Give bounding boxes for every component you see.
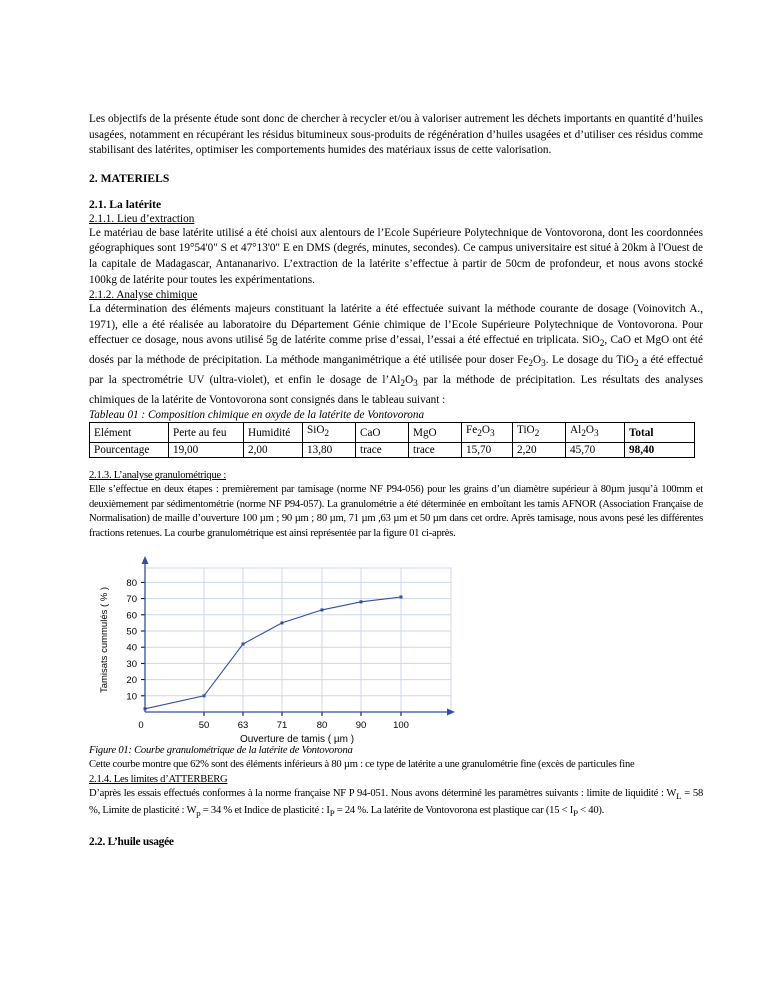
chart-y-tick-label: 50 — [126, 626, 137, 638]
table-cell: 2,00 — [244, 442, 303, 457]
table-cell: Perte au feu — [169, 423, 244, 442]
composition-table — [89, 422, 695, 457]
subsection-2-1-1-text: Le matériau de base latérite utilisé a été choisi aux alentours de l’Ecole Supérieure Polytechnique de Vontovorona, dont les coordonnées géographiques sont 19°54'0" S et 47°13'0" E en DMS (degrés, minutes, secondes). Ce campus universitaire est situé à 20km à l'Ouest de la capitale de Madagascar, Antananarivo. L’extraction de la latérite s’effectue à partir de 50cm de profondeur, et nous avons stocké 100kg de latérite pour toutes les expérimentations. — [89, 226, 703, 286]
chart-y-tick-label: 80 — [126, 577, 137, 589]
subsection-2-1-3-text: Elle s’effectue en deux étapes : premièrement par tamisage (norme NF P94-056) pour les grains d’un diamètre supérieur à 80µm jusqu’à 100mm et deuxièmement par sédimentométrie (norme NF P94-057). La granulométrie a été déterminée en emboîtant les tamis AFNOR (Association Française de Normalisation) de maille d’ouverture 100 µm ; 90 µm ; 80 µm, 71 µm ,63 µm et 50 µm dans cet ordre. Après tamisage, nous avons pesé les différentes fractions retenues. La courbe granulométrique est ainsi représentée par la figure 01 ci-après. — [89, 484, 703, 540]
chart-y-axis-label: Tamisats cummulés ( % ) — [99, 586, 110, 693]
chart-data-point — [360, 600, 363, 603]
table-row — [90, 442, 695, 457]
chart-x-tick-label: 50 — [198, 719, 210, 731]
intro-paragraph: Les objectifs de la présente étude sont donc de chercher à recycler et/ou à valoriser autrement les déchets importants en quantité d’huiles usagées, notamment en récupérant les résidus bitumineux sous-produits de régénération d’huiles usagées et d’utiliser ces résidus comme stabilisant des latérites, optimiser les comportements humides des matériaux issus de cette valorisation. — [89, 113, 703, 157]
chart-x-tick-label: 63 — [237, 719, 249, 731]
chart-x-tick-label: 80 — [316, 719, 328, 731]
subsection-2-1-4-heading: 2.1.4. Les limites d’ATTERBERG — [89, 773, 228, 785]
chart-origin-label: 0 — [138, 719, 144, 731]
section-2-1-heading: 2.1. La latérite — [89, 197, 162, 211]
chart-x-axis-label: Ouverture de tamis ( µm ) — [239, 733, 355, 745]
table-caption: Tableau 01 : Composition chimique en oxyde de la latérite de Vontovorona — [89, 409, 425, 422]
chart-y-tick-label: 30 — [126, 658, 137, 670]
table-cell: SiO$_2$ — [303, 423, 356, 442]
chart-x-tick-label: 100 — [393, 719, 409, 731]
table-cell: 13,80 — [303, 442, 356, 457]
table-cell: trace — [409, 442, 462, 457]
chart-y-axis-arrow — [142, 556, 149, 564]
chart-x-tick-label: 71 — [276, 719, 288, 731]
section-2-2-heading: 2.2. L’huile usagée — [89, 835, 174, 848]
chart-data-point — [242, 642, 245, 645]
chart-y-tick-label: 20 — [126, 674, 137, 686]
chart-data-point — [144, 707, 147, 710]
table-cell: 2,20 — [513, 442, 566, 457]
subsection-2-1-1-heading: 2.1.1. Lieu d’extraction — [89, 212, 195, 225]
table-cell: Elément — [90, 423, 169, 442]
chart-data-point — [321, 608, 324, 611]
table-cell: Total — [625, 423, 695, 442]
table-cell: trace — [356, 442, 409, 457]
chart-plot-area — [145, 568, 451, 712]
section-2-heading: 2. MATERIELS — [89, 171, 170, 185]
table-cell: $Al_2O_3$ — [566, 423, 625, 442]
table-cell: TiO$_2$ — [513, 423, 566, 442]
chart-data-point — [281, 621, 284, 624]
figure-caption: Figure 01: Courbe granulométrique de la latérite de Vontovorona — [89, 744, 353, 756]
table-header-row — [90, 423, 695, 442]
table-cell: Pourcentage — [90, 442, 169, 457]
table-cell: Humidité — [244, 423, 303, 442]
figure-commentary: Cette courbe montre que 62% sont des éléments inférieurs à 80 µm : ce type de latérite a une granulométrie fine (excès de particules fine — [89, 759, 635, 771]
subsection-2-1-4-text: D’après les essais effectués conformes à la norme française NF P 94-051. Nous avons déterminé les paramètres suivants : limite de liquidité : $W_L = 58$ %, Limite de plasticité : $W_p = 34$ % et Indice de plasticité : $I_P = 24$ %. La latérite de Vontovorona est plastique car $(15 < I_P < 40)$. — [89, 788, 703, 819]
chart-data-point — [203, 694, 206, 697]
chart-y-tick-label: 70 — [126, 593, 137, 605]
table-cell: $Fe_2O_3$ — [462, 423, 513, 442]
chart-y-tick-label: 60 — [126, 609, 137, 621]
document-page — [89, 112, 703, 849]
table-cell: 98,40 — [625, 442, 695, 457]
subsection-2-1-2-heading: 2.1.2. Analyse chimique — [89, 289, 198, 302]
subsection-2-1-2-text: La détermination des éléments majeurs constituant la latérite a été effectuée suivant la méthode courante de dosage (Voinovitch A., 1971), elle a été réalisée au laboratoire du Département Génie chimique de l’Ecole Supérieure Polytechnique de Vontovorona. Pour effectuer ce dosage, nous avons utilisé 5g de latérite comme prise d’essai, l’essai a été effectué en triplicata. SiO$_2$, CaO et MgO ont été dosés par la méthode de précipitation. La méthode manganimétrique a été utilisée pour doser $Fe_2O_3$. Le dosage du TiO$_2$ a été effectué par la spectrométrie UV (ultra-violet), et enfin le dosage de $l’Al_2O_3$ par la méthode de précipitation. Les résultats des analyses chimiques de la latérite de Vontovorona sont consignés dans le tableau suivant : — [89, 303, 703, 406]
chart-y-tick-label: 10 — [126, 690, 137, 702]
table-cell: CaO — [356, 423, 409, 442]
chart-svg — [89, 550, 459, 745]
subsection-2-1-3-heading: 2.1.3. L’analyse granulométrique : — [89, 469, 227, 481]
table-cell: 45,70 — [566, 442, 625, 457]
chart-x-tick-label: 90 — [355, 719, 367, 731]
granulometric-chart — [89, 550, 459, 745]
table-cell: 15,70 — [462, 442, 513, 457]
table-cell: MgO — [409, 423, 462, 442]
chart-data-point — [400, 595, 403, 598]
table-cell: 19,00 — [169, 442, 244, 457]
chart-y-tick-label: 40 — [126, 642, 137, 654]
